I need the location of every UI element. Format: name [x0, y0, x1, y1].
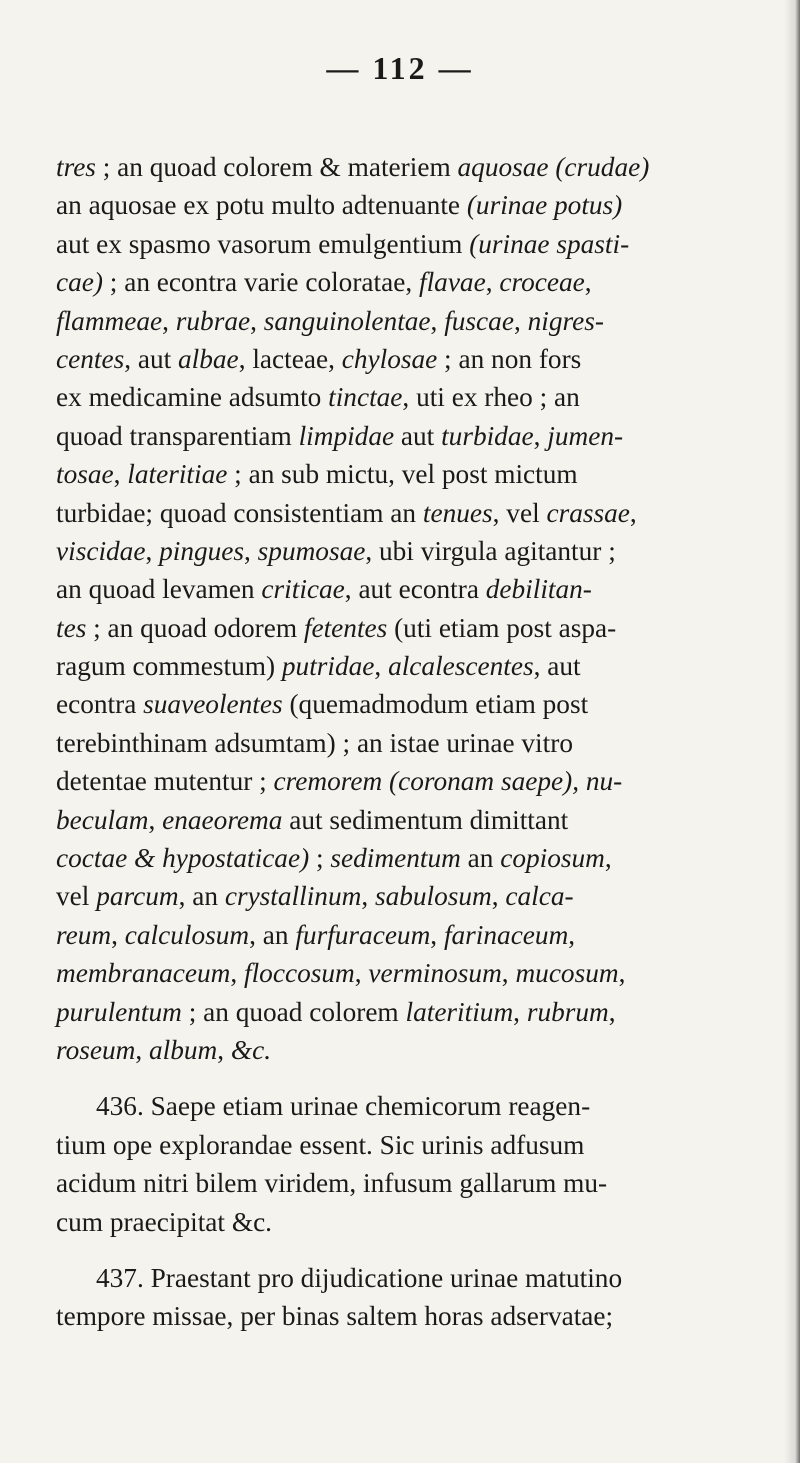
text-run: econtra — [56, 689, 144, 720]
italic-term: tosae — [56, 459, 114, 490]
text-line — [56, 993, 768, 1031]
text-run: ; an quoad odorem — [86, 612, 304, 643]
page-edge-shadow — [784, 0, 800, 1463]
text-line — [56, 263, 768, 301]
text-run: (quemadmodum etiam post — [282, 689, 589, 720]
italic-term: flammeae — [56, 305, 163, 336]
italic-term: tres — [56, 152, 96, 182]
text-run: aut — [394, 420, 442, 451]
text-run: , aut econtra — [344, 574, 486, 605]
italic-term: pingues — [159, 535, 245, 566]
italic-term: crystallinum — [224, 881, 362, 912]
text-run: , — [250, 305, 264, 336]
text-run: , — [513, 996, 527, 1027]
text-run: aut ex spasmo vasorum emulgentium — [56, 228, 470, 259]
text-run: , — [162, 305, 176, 336]
italic-term: tes — [56, 612, 87, 643]
text-line — [56, 839, 768, 877]
text-run: , aut — [533, 651, 581, 682]
text-run: , uti ex rheo ; an — [402, 382, 580, 413]
text-run: , — [568, 919, 576, 950]
paragraph-437 — [56, 1259, 768, 1336]
text-run: , — [374, 651, 389, 682]
italic-term: suaveolentes — [143, 689, 283, 720]
italic-term: fuscae — [444, 305, 514, 336]
text-line — [56, 1259, 768, 1297]
text-run: , aut — [124, 343, 179, 374]
italic-term: tenues — [422, 497, 493, 528]
text-run: , an — [178, 881, 225, 912]
text-line — [56, 1031, 768, 1069]
text-line — [56, 647, 768, 685]
text-run: vel — [56, 881, 97, 912]
text-run: , — [145, 535, 160, 566]
text-line — [56, 1126, 768, 1164]
italic-term: calculosum — [124, 919, 250, 950]
text-run: ; — [309, 843, 331, 874]
text-line — [56, 417, 768, 455]
italic-term: turbidae — [441, 420, 534, 451]
text-line — [56, 186, 768, 224]
italic-term: criticae — [261, 574, 345, 605]
text-line — [56, 609, 768, 647]
italic-term: crassae — [546, 497, 630, 528]
text-run: ; an quoad colorem & materiem — [95, 152, 458, 182]
text-line — [56, 801, 768, 839]
italic-term: copiosum — [500, 843, 605, 874]
text-line — [56, 1297, 768, 1335]
text-run: 436. Saepe etiam urinae chemicorum reagen- — [96, 1091, 591, 1122]
italic-term: tinctae — [328, 382, 403, 413]
text-line — [56, 762, 768, 800]
text-line — [56, 685, 768, 723]
italic-term: &c. — [230, 1034, 272, 1065]
italic-term: album — [149, 1034, 218, 1065]
italic-term: rubrae — [175, 305, 251, 336]
text-run: quoad transparentiam — [56, 420, 299, 451]
text-run: , — [513, 305, 528, 336]
text-run: , — [533, 420, 548, 451]
text-run: tempore missae, per binas saltem horas adservatae; — [56, 1301, 614, 1332]
text-run: , — [111, 919, 125, 950]
text-run: , — [485, 267, 500, 298]
italic-term: reum — [56, 919, 112, 950]
text-run: , — [604, 843, 612, 874]
text-line — [56, 225, 768, 263]
italic-term: nigres- — [527, 305, 604, 336]
italic-term: albae — [178, 343, 239, 374]
italic-term: beculam — [56, 804, 149, 835]
italic-term: debilitan- — [485, 574, 592, 605]
text-run: , — [113, 459, 128, 490]
italic-term: parcum — [96, 881, 179, 912]
text-line — [56, 494, 768, 532]
text-line — [56, 724, 768, 762]
italic-term: membranaceum — [56, 958, 231, 989]
italic-term: coctae & hypostaticae) — [56, 843, 310, 874]
text-run: , — [629, 497, 637, 528]
text-line — [56, 954, 768, 992]
text-line — [56, 340, 768, 378]
italic-term: aquosae (crudae) — [457, 152, 650, 182]
italic-term: verminosum — [368, 958, 502, 989]
italic-term: fetentes — [303, 612, 388, 643]
italic-term: croceae — [499, 267, 585, 298]
text-run: ; an econtra varie coloratae, — [102, 267, 419, 298]
text-run: , — [217, 1034, 231, 1065]
text-run: , — [148, 804, 163, 835]
text-line — [56, 302, 768, 340]
text-run: , — [491, 881, 506, 912]
text-line — [56, 877, 768, 915]
italic-term: roseum — [56, 1034, 136, 1065]
text-run: , vel — [492, 497, 547, 528]
text-line — [56, 148, 768, 186]
italic-term: (urinae spasti- — [469, 228, 630, 259]
italic-term: lateritium — [405, 996, 514, 1027]
body-text — [56, 148, 768, 1336]
italic-term: putridae — [281, 651, 375, 682]
italic-term: enaeorema — [162, 804, 283, 835]
text-run: tium ope explorandae essent. Sic urinis adfusum — [56, 1129, 585, 1160]
text-run: cum praecipitat &c. — [56, 1206, 273, 1237]
italic-term: sedimentum — [330, 843, 461, 874]
italic-term: centes — [56, 343, 125, 374]
text-run: 437. Praestant pro dijudicatione urinae matutino — [96, 1262, 623, 1293]
text-run: acidum nitri bilem viridem, infusum gallarum mu- — [56, 1168, 608, 1199]
italic-term: cae) — [56, 267, 103, 298]
text-line — [56, 1087, 768, 1125]
italic-term: furfuraceum — [295, 919, 431, 950]
italic-term: calca- — [505, 881, 574, 912]
text-run: , — [230, 958, 245, 989]
text-run: , — [501, 958, 516, 989]
italic-term: rubrum — [526, 996, 609, 1027]
text-run: , — [584, 267, 592, 298]
paragraph-continued — [56, 148, 768, 1069]
text-run: aut sedimentum dimittant — [282, 804, 569, 835]
text-run: , — [354, 958, 369, 989]
text-run: turbidae; quoad consistentiam an — [56, 497, 423, 528]
italic-term: mucosum — [515, 958, 619, 989]
text-line — [56, 532, 768, 570]
text-run: ; an sub mictu, vel post mictum — [227, 459, 578, 490]
text-line — [56, 378, 768, 416]
italic-term: cremorem (coronam saepe), nu- — [273, 766, 623, 797]
text-run: , — [618, 958, 626, 989]
text-run: detentae mutentur ; — [56, 766, 274, 797]
text-run: , ubi virgula agitantur ; — [365, 535, 616, 566]
text-run: , — [135, 1034, 150, 1065]
italic-term: (urinae potus) — [466, 190, 623, 221]
text-run: ; an quoad colorem — [181, 996, 406, 1027]
italic-term: viscidae — [56, 535, 146, 566]
text-line — [56, 455, 768, 493]
text-run: ragum commestum) — [56, 651, 282, 682]
text-run: , — [608, 996, 616, 1027]
italic-term: chylosae — [341, 343, 438, 374]
text-run: , lacteae, — [238, 343, 342, 374]
italic-term: alcalescentes — [388, 651, 534, 682]
text-line — [56, 1164, 768, 1202]
paragraph-436 — [56, 1087, 768, 1241]
italic-term: jumen- — [547, 420, 624, 451]
text-run: an aquosae ex potu multo adtenuante — [56, 190, 467, 221]
page-number: — 112 — — [326, 50, 474, 86]
italic-term: spumosae — [257, 535, 366, 566]
text-run: terebinthinam adsumtam) ; an istae urinae vitro — [56, 727, 573, 758]
text-run: an — [460, 843, 501, 874]
text-run: an quoad levamen — [56, 574, 262, 605]
text-line — [56, 570, 768, 608]
italic-term: flavae — [419, 267, 486, 298]
italic-term: lateritiae — [127, 459, 228, 490]
text-run: , — [361, 881, 375, 912]
text-run: ; an non fors — [437, 343, 582, 374]
italic-term: farinaceum — [443, 919, 569, 950]
text-run: , — [430, 305, 445, 336]
italic-term: purulentum — [56, 996, 182, 1027]
italic-term: floccosum — [244, 958, 355, 989]
text-run: ex medicamine adsumto — [56, 382, 329, 413]
text-run: (uti etiam post aspa- — [387, 612, 617, 643]
text-run: , an — [249, 919, 296, 950]
text-line — [56, 1203, 768, 1241]
text-run: , — [430, 919, 444, 950]
italic-term: limpidae — [298, 420, 395, 451]
italic-term: sabulosum — [374, 881, 492, 912]
italic-term: sanguinolentae — [263, 305, 431, 336]
text-line — [56, 916, 768, 954]
text-run: , — [244, 535, 258, 566]
